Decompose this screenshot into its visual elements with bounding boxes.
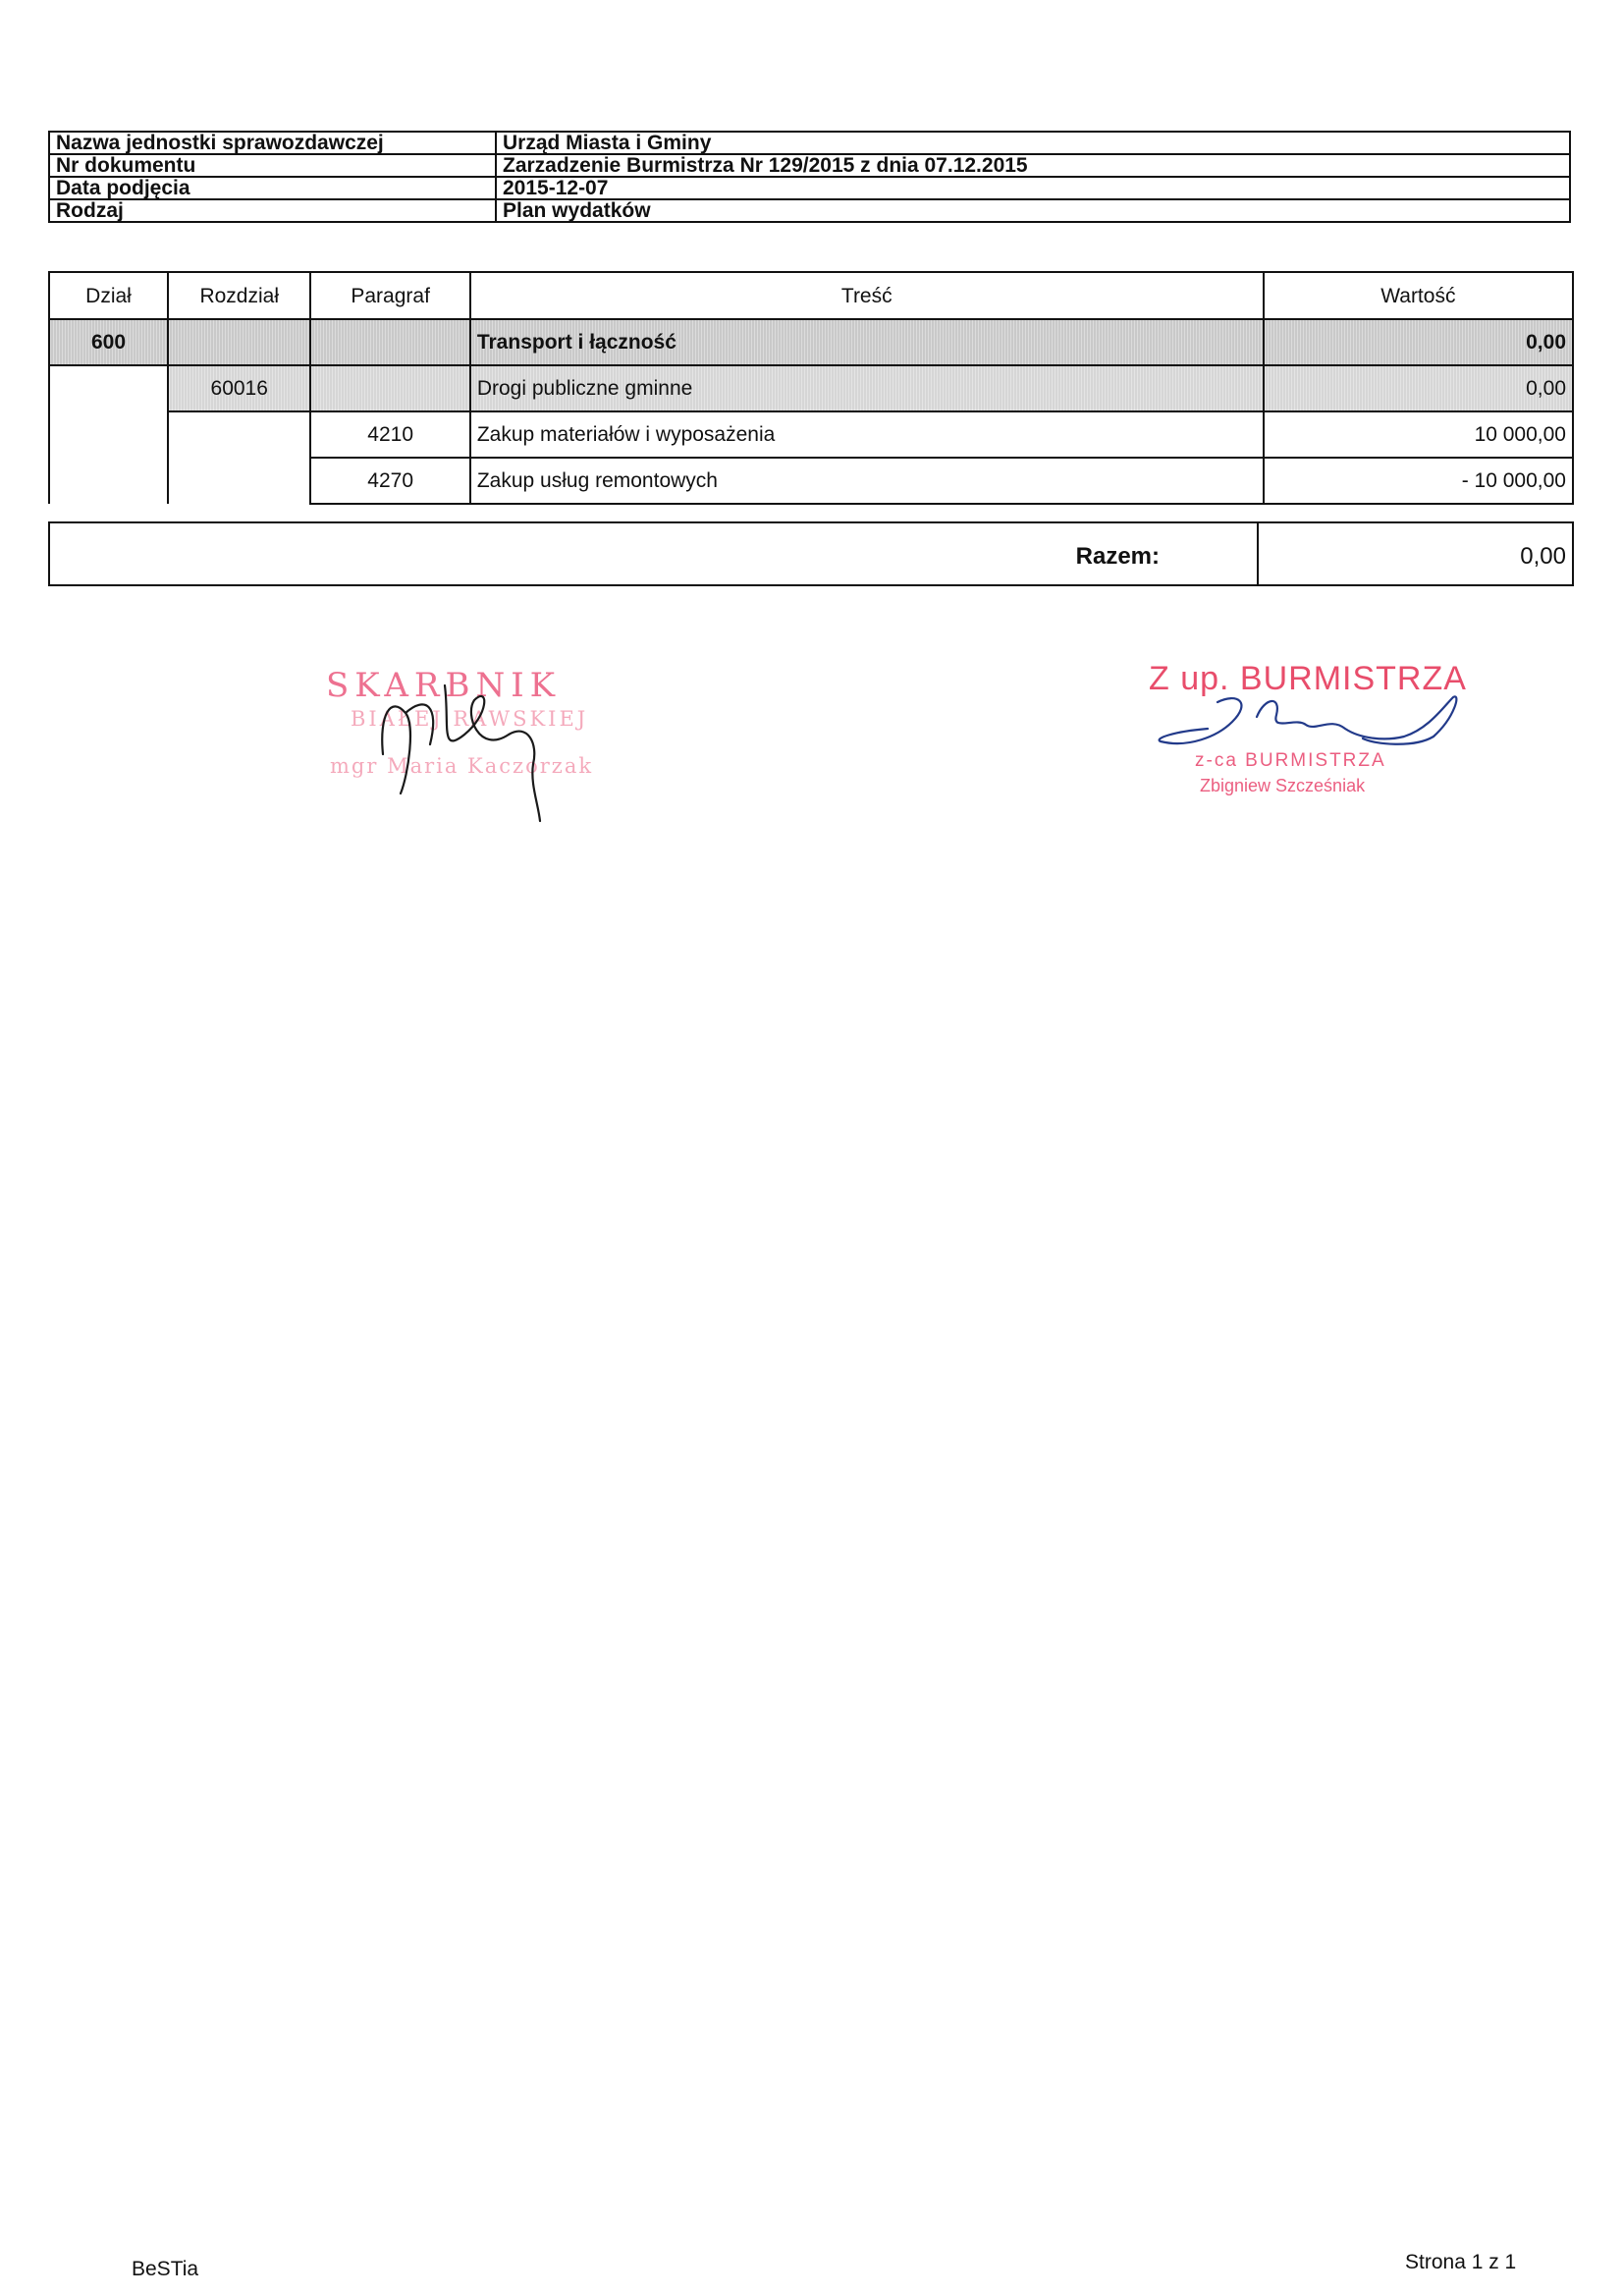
info-label: Nazwa jednostki sprawozdawczej bbox=[49, 132, 496, 154]
info-row bbox=[49, 199, 1570, 222]
info-row bbox=[49, 177, 1570, 199]
total-divider bbox=[1257, 523, 1259, 584]
document-info-table bbox=[48, 131, 1571, 223]
total-value: 0,00 bbox=[1520, 543, 1566, 570]
budget-table bbox=[48, 271, 1574, 505]
table-row-paragraf bbox=[49, 411, 1573, 458]
footer-software-name: BeSTia bbox=[132, 2258, 199, 2280]
info-label: Nr dokumentu bbox=[49, 154, 496, 177]
cell-rozdzial bbox=[168, 411, 310, 458]
cell-tresc: Zakup usług remontowych bbox=[470, 458, 1264, 504]
cell-wartosc: 0,00 bbox=[1264, 365, 1573, 411]
total-box bbox=[48, 521, 1574, 586]
info-row bbox=[49, 132, 1570, 154]
column-header-dzial: Dział bbox=[49, 272, 168, 319]
cell-paragraf bbox=[310, 319, 469, 365]
column-header-paragraf: Paragraf bbox=[310, 272, 469, 319]
skarbnik-signature bbox=[371, 676, 577, 823]
skarbnik-stamp-city: BIAŁEJ RAWSKIEJ bbox=[351, 707, 589, 731]
cell-tresc: Zakup materiałów i wyposażenia bbox=[470, 411, 1264, 458]
burmistrz-stamp-role: z-ca BURMISTRZA bbox=[1195, 750, 1386, 771]
info-label: Rodzaj bbox=[49, 199, 496, 222]
cell-paragraf: 4210 bbox=[310, 411, 469, 458]
cell-wartosc: - 10 000,00 bbox=[1264, 458, 1573, 504]
cell-paragraf bbox=[310, 365, 469, 411]
table-row-dzial bbox=[49, 319, 1573, 365]
cell-dzial bbox=[49, 458, 168, 504]
info-label: Data podjęcia bbox=[49, 177, 496, 199]
info-value: Plan wydatków bbox=[496, 199, 1570, 222]
table-header-row bbox=[49, 272, 1573, 319]
column-header-rozdzial: Rozdział bbox=[168, 272, 310, 319]
total-label: Razem: bbox=[1075, 543, 1160, 570]
cell-dzial bbox=[49, 365, 168, 411]
burmistrz-stamp-title: Z up. BURMISTRZA bbox=[1149, 660, 1467, 697]
cell-rozdzial bbox=[168, 458, 310, 504]
cell-wartosc: 10 000,00 bbox=[1264, 411, 1573, 458]
cell-paragraf: 4270 bbox=[310, 458, 469, 504]
info-row bbox=[49, 154, 1570, 177]
cell-wartosc: 0,00 bbox=[1264, 319, 1573, 365]
cell-tresc: Transport i łączność bbox=[470, 319, 1264, 365]
column-header-tresc: Treść bbox=[470, 272, 1264, 319]
info-value: Zarzadzenie Burmistrza Nr 129/2015 z dnia 07.12.2015 bbox=[496, 154, 1570, 177]
column-header-wartosc: Wartość bbox=[1264, 272, 1573, 319]
burmistrz-stamp-name: Zbigniew Szcześniak bbox=[1200, 776, 1366, 795]
cell-tresc: Drogi publiczne gminne bbox=[470, 365, 1264, 411]
info-value: 2015-12-07 bbox=[496, 177, 1570, 199]
table-row-rozdzial bbox=[49, 365, 1573, 411]
skarbnik-stamp-title: SKARBNIK bbox=[326, 666, 562, 705]
skarbnik-stamp-name: mgr Maria Kaczorzak bbox=[330, 754, 594, 778]
info-value: Urząd Miasta i Gminy bbox=[496, 132, 1570, 154]
cell-rozdzial bbox=[168, 319, 310, 365]
cell-rozdzial: 60016 bbox=[168, 365, 310, 411]
cell-dzial: 600 bbox=[49, 319, 168, 365]
footer-page-number: Strona 1 z 1 bbox=[1405, 2251, 1517, 2273]
cell-dzial bbox=[49, 411, 168, 458]
table-row-paragraf bbox=[49, 458, 1573, 504]
